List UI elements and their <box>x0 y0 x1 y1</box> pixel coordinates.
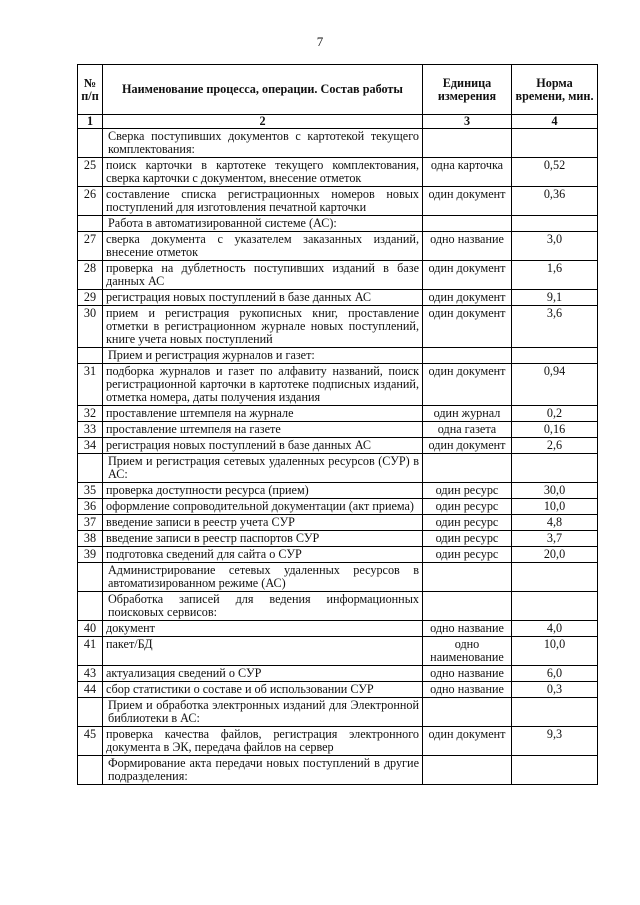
row-time: 0,3 <box>512 682 598 698</box>
section-row <box>78 563 598 592</box>
row-unit: одно наименование <box>423 637 512 666</box>
row-number: 36 <box>78 499 103 515</box>
row-name: введение записи в реестр паспортов СУР <box>103 531 423 547</box>
row-name: актуализация сведений о СУР <box>103 666 423 682</box>
column-number: 4 <box>512 115 598 129</box>
row-unit <box>423 563 512 592</box>
row-name: Администрирование сетевых удаленных ресурсов в автоматизированном режиме (АС) <box>103 563 423 592</box>
table-body <box>78 129 598 785</box>
table-row <box>78 483 598 499</box>
table-row <box>78 727 598 756</box>
row-time: 20,0 <box>512 547 598 563</box>
row-unit <box>423 129 512 158</box>
row-number: 43 <box>78 666 103 682</box>
header-name: Наименование процесса, операции. Состав работы <box>103 65 423 115</box>
row-name: проверка на дублетность поступивших изданий в базе данных АС <box>103 261 423 290</box>
row-number: 34 <box>78 438 103 454</box>
row-unit: один документ <box>423 187 512 216</box>
row-time: 0,16 <box>512 422 598 438</box>
row-number: 44 <box>78 682 103 698</box>
row-name: регистрация новых поступлений в базе данных АС <box>103 438 423 454</box>
row-time: 30,0 <box>512 483 598 499</box>
row-time: 9,1 <box>512 290 598 306</box>
column-number: 3 <box>423 115 512 129</box>
row-unit: один ресурс <box>423 515 512 531</box>
table-row <box>78 499 598 515</box>
table-row <box>78 438 598 454</box>
section-row <box>78 756 598 785</box>
row-number: 41 <box>78 637 103 666</box>
row-time: 6,0 <box>512 666 598 682</box>
table-row <box>78 406 598 422</box>
row-name: составление списка регистрационных номеров новых поступлений для изготовления печатной карточки <box>103 187 423 216</box>
column-numbers-row <box>78 115 598 129</box>
norms-table <box>77 64 598 785</box>
row-time: 3,6 <box>512 306 598 348</box>
row-name: Сверка поступивших документов с картотекой текущего комплектования: <box>103 129 423 158</box>
row-number: 39 <box>78 547 103 563</box>
row-time: 1,6 <box>512 261 598 290</box>
row-time: 9,3 <box>512 727 598 756</box>
row-unit: одна газета <box>423 422 512 438</box>
row-time: 2,6 <box>512 438 598 454</box>
row-time: 0,2 <box>512 406 598 422</box>
row-number: 33 <box>78 422 103 438</box>
table-row <box>78 682 598 698</box>
table-row <box>78 547 598 563</box>
row-unit: один документ <box>423 290 512 306</box>
row-time <box>512 216 598 232</box>
row-unit: один документ <box>423 306 512 348</box>
row-unit: один ресурс <box>423 547 512 563</box>
row-time: 0,52 <box>512 158 598 187</box>
header-time: Норма времени, мин. <box>512 65 598 115</box>
table-row <box>78 364 598 406</box>
row-name: Обработка записей для ведения информационных поисковых сервисов: <box>103 592 423 621</box>
row-number: 25 <box>78 158 103 187</box>
section-row <box>78 129 598 158</box>
row-unit <box>423 756 512 785</box>
row-unit: одно название <box>423 621 512 637</box>
row-unit: одно название <box>423 666 512 682</box>
row-name: документ <box>103 621 423 637</box>
row-time <box>512 756 598 785</box>
row-time: 3,0 <box>512 232 598 261</box>
row-number <box>78 129 103 158</box>
row-time <box>512 592 598 621</box>
row-name: подготовка сведений для сайта о СУР <box>103 547 423 563</box>
section-row <box>78 698 598 727</box>
row-name: поиск карточки в картотеке текущего комплектования, сверка карточки с документом, внесение отметок <box>103 158 423 187</box>
row-number <box>78 563 103 592</box>
row-number: 37 <box>78 515 103 531</box>
row-unit <box>423 348 512 364</box>
row-time <box>512 698 598 727</box>
row-unit: один документ <box>423 261 512 290</box>
row-name: подборка журналов и газет по алфавиту названий, поиск регистрационной карточки в картотеке подписных изданий, отметка номера, даты получения издания <box>103 364 423 406</box>
row-name: проверка качества файлов, регистрация электронного документа в ЭК, передача файлов на сервер <box>103 727 423 756</box>
row-unit: один документ <box>423 438 512 454</box>
section-row <box>78 454 598 483</box>
row-name: сбор статистики о составе и об использовании СУР <box>103 682 423 698</box>
row-unit: один документ <box>423 727 512 756</box>
row-number: 38 <box>78 531 103 547</box>
header-num: № п/п <box>78 65 103 115</box>
row-unit <box>423 592 512 621</box>
row-number: 32 <box>78 406 103 422</box>
row-name: введение записи в реестр учета СУР <box>103 515 423 531</box>
row-number <box>78 348 103 364</box>
row-number: 26 <box>78 187 103 216</box>
section-row <box>78 216 598 232</box>
row-name: сверка документа с указателем заказанных изданий, внесение отметок <box>103 232 423 261</box>
row-name: пакет/БД <box>103 637 423 666</box>
table-row <box>78 637 598 666</box>
row-unit: один ресурс <box>423 499 512 515</box>
row-name: Прием и регистрация сетевых удаленных ресурсов (СУР) в АС: <box>103 454 423 483</box>
row-unit <box>423 454 512 483</box>
row-name: проставление штемпеля на журнале <box>103 406 423 422</box>
row-name: оформление сопроводительной документации (акт приема) <box>103 499 423 515</box>
row-unit: одно название <box>423 232 512 261</box>
row-number <box>78 756 103 785</box>
row-unit: одна карточка <box>423 158 512 187</box>
row-unit: один журнал <box>423 406 512 422</box>
row-name: регистрация новых поступлений в базе данных АС <box>103 290 423 306</box>
row-number: 45 <box>78 727 103 756</box>
row-name: Прием и обработка электронных изданий для Электронной библиотеки в АС: <box>103 698 423 727</box>
row-number: 27 <box>78 232 103 261</box>
table-row <box>78 306 598 348</box>
row-number <box>78 454 103 483</box>
row-time <box>512 454 598 483</box>
table-row <box>78 531 598 547</box>
table-row <box>78 666 598 682</box>
row-name: прием и регистрация рукописных книг, проставление отметки в регистрационном журнале новых поступлений, книге учета новых поступлений <box>103 306 423 348</box>
row-unit <box>423 216 512 232</box>
row-unit: один ресурс <box>423 531 512 547</box>
column-number: 2 <box>103 115 423 129</box>
row-unit: один ресурс <box>423 483 512 499</box>
row-time: 10,0 <box>512 499 598 515</box>
row-time: 10,0 <box>512 637 598 666</box>
row-time: 0,94 <box>512 364 598 406</box>
row-name: Формирование акта передачи новых поступлений в другие подразделения: <box>103 756 423 785</box>
row-number: 40 <box>78 621 103 637</box>
row-unit: один документ <box>423 364 512 406</box>
section-row <box>78 592 598 621</box>
table-header-row <box>78 65 598 115</box>
row-time <box>512 563 598 592</box>
table-row <box>78 187 598 216</box>
page-number: 7 <box>316 34 324 49</box>
row-time: 0,36 <box>512 187 598 216</box>
row-number <box>78 216 103 232</box>
table-row <box>78 621 598 637</box>
header-unit: Единица измерения <box>423 65 512 115</box>
row-number: 29 <box>78 290 103 306</box>
table-row <box>78 422 598 438</box>
row-name: проверка доступности ресурса (прием) <box>103 483 423 499</box>
row-name: Работа в автоматизированной системе (АС): <box>103 216 423 232</box>
section-row <box>78 348 598 364</box>
row-time: 4,0 <box>512 621 598 637</box>
row-time <box>512 348 598 364</box>
row-number: 35 <box>78 483 103 499</box>
column-number: 1 <box>78 115 103 129</box>
row-number: 31 <box>78 364 103 406</box>
row-number <box>78 698 103 727</box>
table-row <box>78 158 598 187</box>
row-unit <box>423 698 512 727</box>
row-number: 30 <box>78 306 103 348</box>
row-name: проставление штемпеля на газете <box>103 422 423 438</box>
table-row <box>78 232 598 261</box>
row-number: 28 <box>78 261 103 290</box>
row-time: 3,7 <box>512 531 598 547</box>
table-row <box>78 261 598 290</box>
table-row <box>78 290 598 306</box>
table-row <box>78 515 598 531</box>
row-time <box>512 129 598 158</box>
row-unit: одно название <box>423 682 512 698</box>
row-name: Прием и регистрация журналов и газет: <box>103 348 423 364</box>
row-time: 4,8 <box>512 515 598 531</box>
row-number <box>78 592 103 621</box>
